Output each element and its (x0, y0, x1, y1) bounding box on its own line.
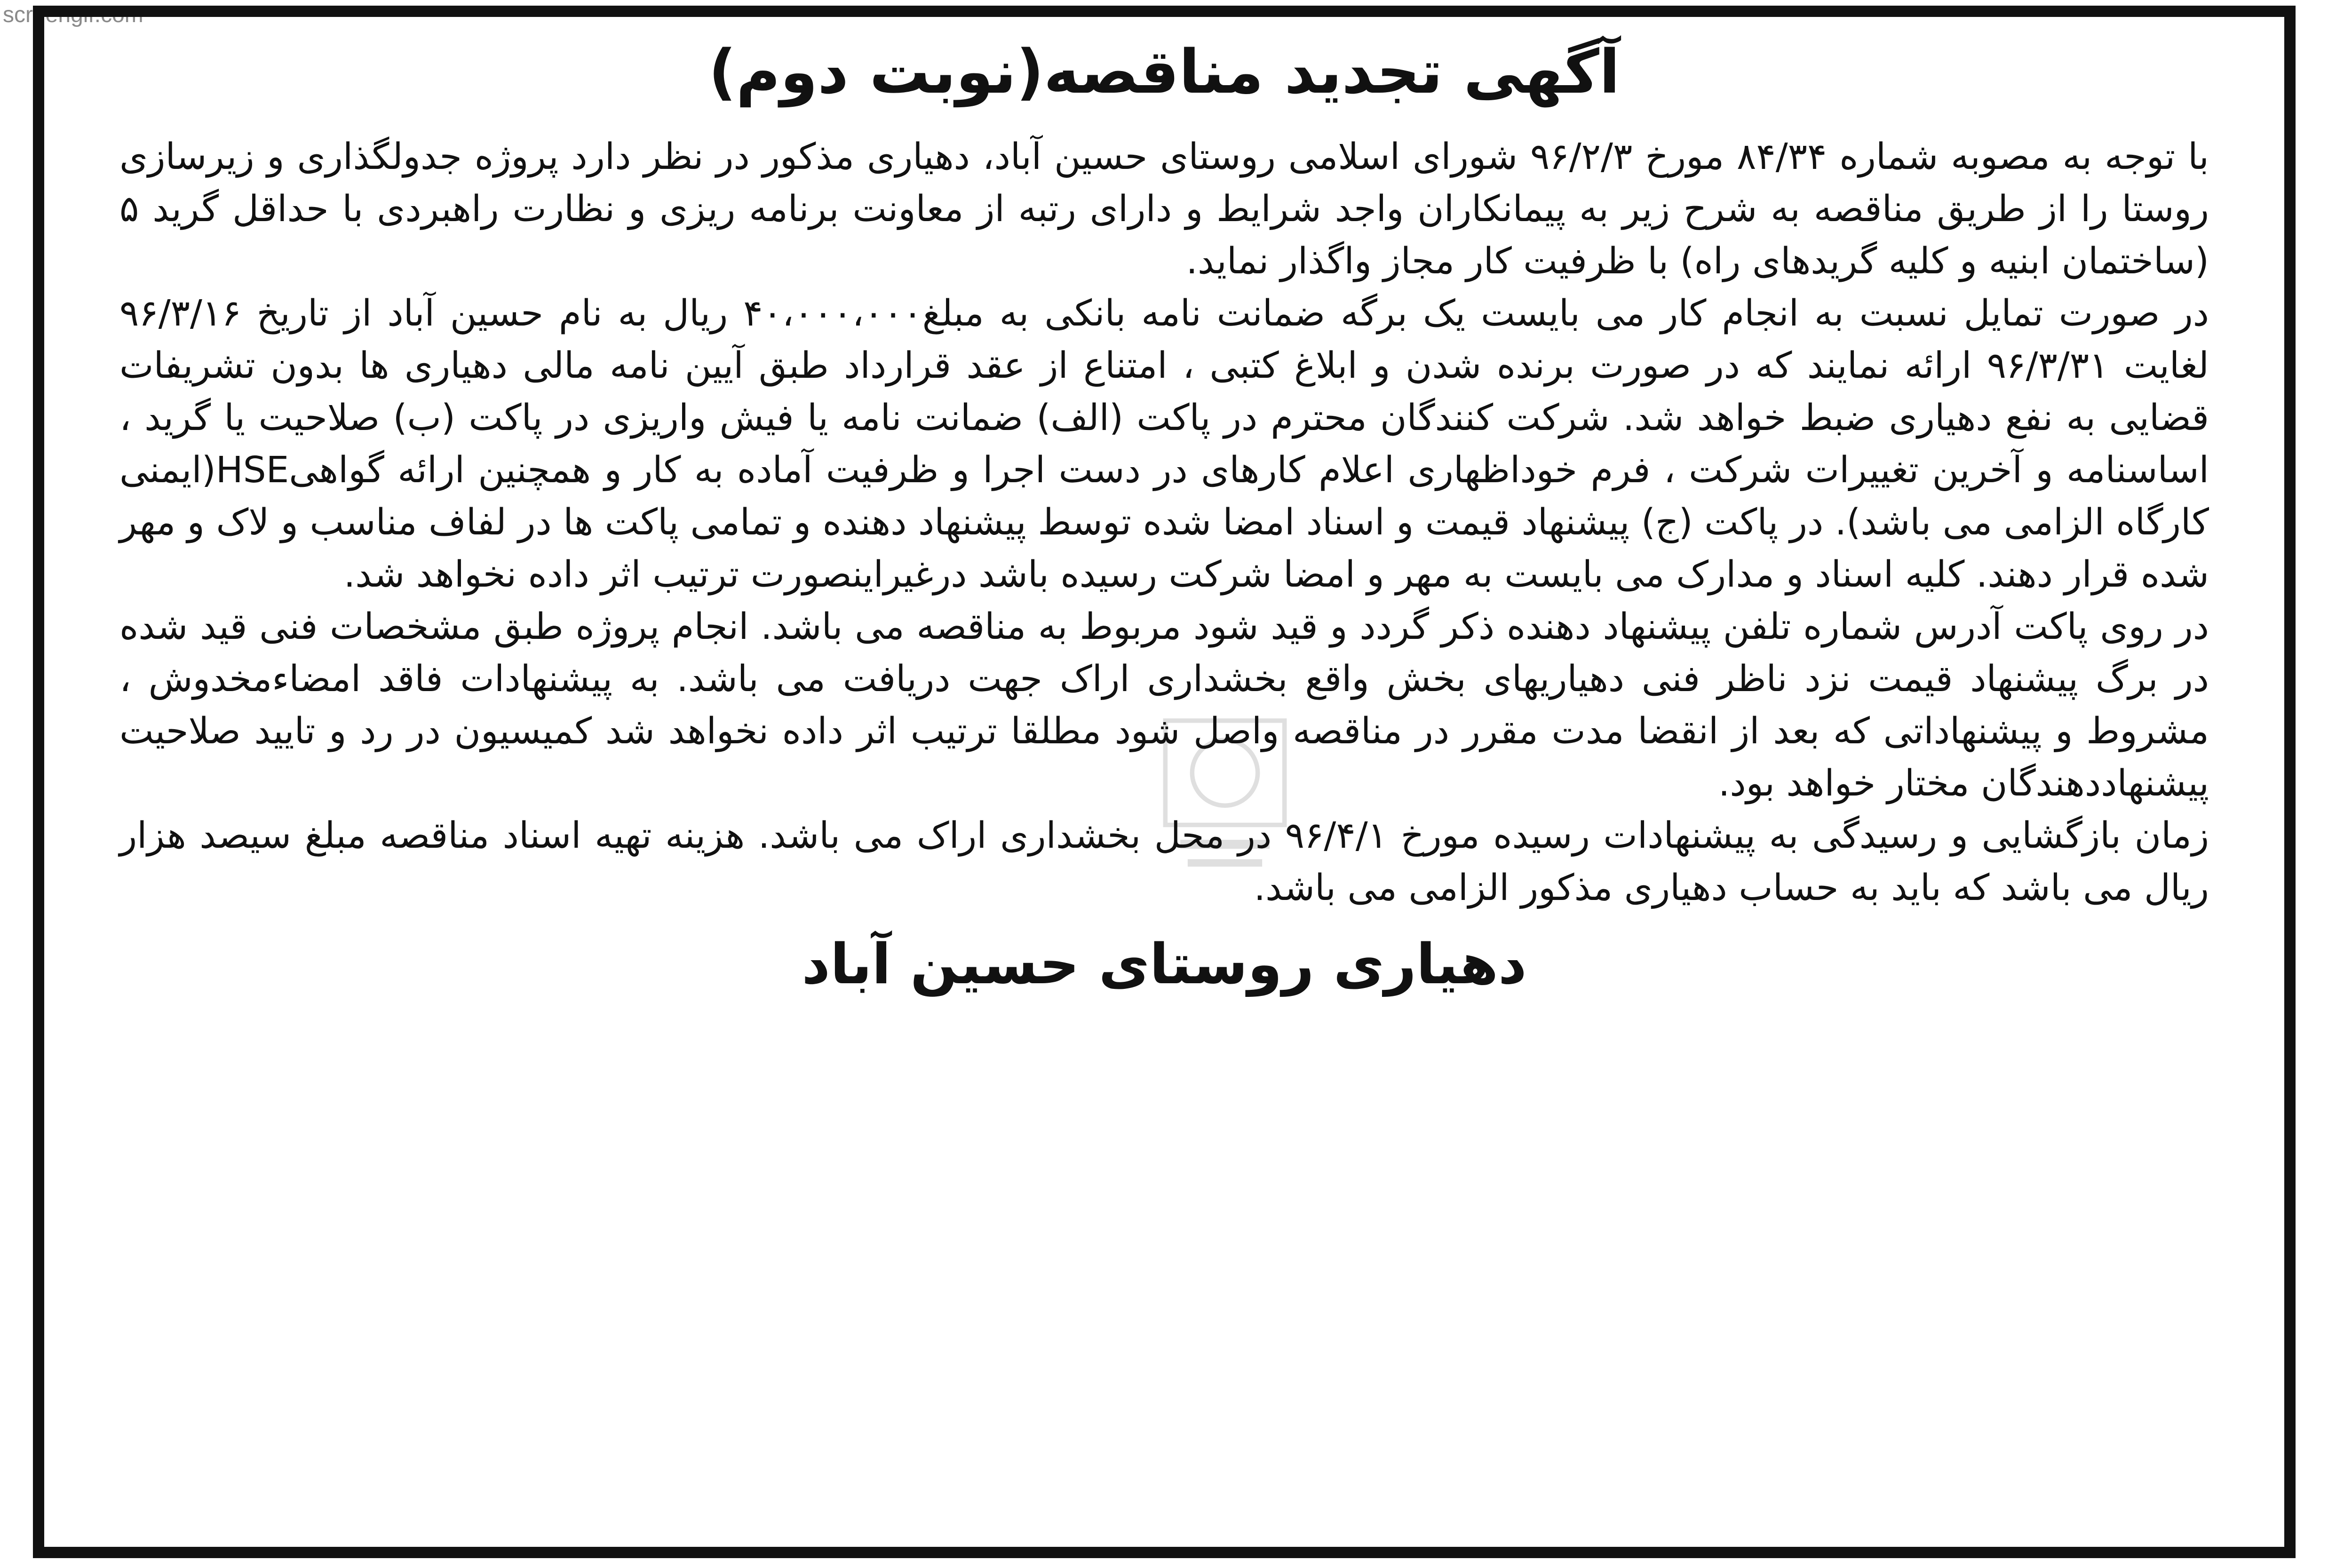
paragraph: با توجه به مصوبه شماره ۸۴/۳۴ مورخ ۹۶/۲/۳ شورای اسلامی روستای حسین آباد، دهیاری مذکور در نظر دارد پروژه جدولگذاری و زیرسازی روستا را از طریق مناقصه به شرح زیر به پیمانکاران واجد شرایط و دارای رتبه از معاونت برنامه ریزی و نظارت راهبردی با حداقل گرید ۵ (ساختمان ابنیه و کلیه گریدهای راه) با ظرفیت کار مجاز واگذار نماید. (119, 136, 2209, 282)
paragraph: در صورت تمایل نسبت به انجام کار می بایست یک برگه ضمانت نامه بانکی به مبلغ۴۰،۰۰۰،۰۰۰ ریال به نام حسین آباد از تاریخ ۹۶/۳/۱۶ لغایت ۹۶/۳/۳۱ ارائه نمایند که در صورت برنده شدن و ابلاغ کتبی ، امتناع از عقد قرارداد طبق آیین نامه مالی دهیاری ها بدون تشریفات قضایی به نفع دهیاری ضبط خواهد شد. شرکت کنندگان محترم در پاکت (الف) ضمانت نامه یا فیش واریزی در پاکت (ب) صلاحیت یا گرید ، اساسنامه و آخرین تغییرات شرکت ، فرم خوداظهاری اعلام کارهای در دست اجرا و ظرفیت آماده به کار و همچنین ارائه گواهیHSE(ایمنی کارگاه الزامی می باشد). در پاکت (ج) پیشنهاد قیمت و اسناد امضا شده توسط پیشنهاد دهنده و تمامی پاکت ها در لفاف مناسب و لاک و مهر شده قرار دهند. کلیه اسناد و مدارک می بایست به مهر و امضا شرکت رسیده باشد درغیراینصورت ترتیب اثر داده نخواهد شد. (119, 293, 2209, 596)
signature: دهیاری روستای حسین آباد (802, 931, 1527, 996)
notice-title: آگهی تجدید مناقصه(نوبت دوم) (708, 37, 1620, 107)
notice-content (58, 17, 2270, 1547)
notice-frame (33, 6, 2296, 1558)
watermark-text: screengif.com (3, 2, 143, 27)
paragraph: زمان بازگشایی و رسیدگی به پیشنهادات رسیده مورخ ۹۶/۴/۱ در محل بخشداری اراک می باشد. هزینه تهیه اسناد مناقصه مبلغ سیصد هزار ریال می باشد که باید به حساب دهیاری مذکور الزامی می باشد. (119, 815, 2209, 909)
notice-body (119, 131, 2209, 914)
paragraph: در روی پاکت آدرس شماره تلفن پیشنهاد دهنده ذکر گردد و قید شود مربوط به مناقصه می باشد. انجام پروژه طبق مشخصات فنی قید شده در برگ پیشنهاد قیمت نزد ناظر فنی دهیاریهای بخش واقع بخشداری اراک جهت دریافت می باشد. به پیشنهادات فاقد امضاءمخدوش ، مشروط و پیشنهاداتی که بعد از انقضا مدت مقرر در مناقصه واصل شود مطلقا ترتیب اثر داده نخواهد شد کمیسیون در رد و تایید صلاحیت پیشنهاددهندگان مختار خواهد بود. (119, 606, 2209, 804)
